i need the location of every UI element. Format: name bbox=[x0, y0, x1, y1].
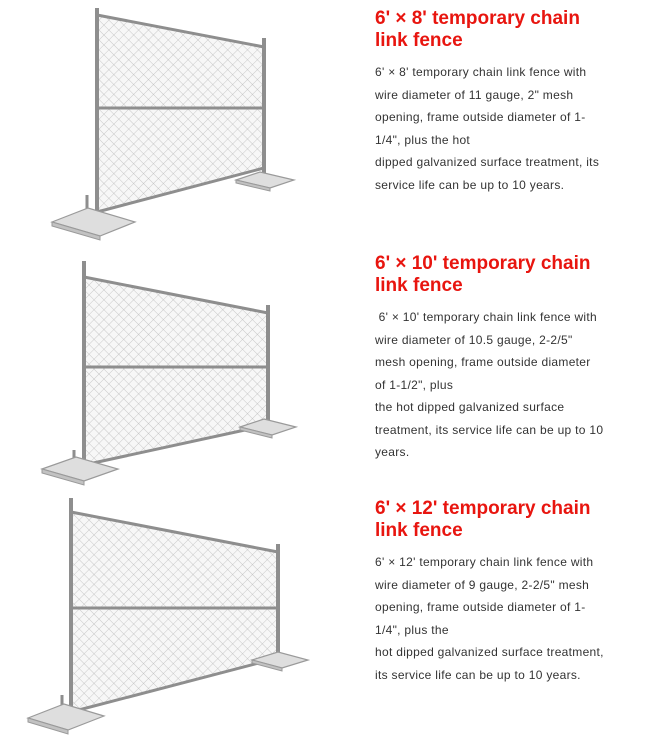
title-line: link fence bbox=[375, 520, 463, 541]
description-line: its service life can be up to 10 years. bbox=[375, 667, 581, 682]
description-line: 6' × 10' temporary chain link fence with bbox=[375, 310, 597, 324]
description-line: opening, frame outside diameter of 1- bbox=[375, 600, 586, 614]
product-title bbox=[375, 8, 645, 52]
description-line: 1/4", plus the bbox=[375, 622, 449, 637]
product-description bbox=[375, 306, 645, 464]
description-line: mesh opening, frame outside diameter bbox=[375, 355, 591, 369]
product-6x10 bbox=[0, 245, 669, 490]
description-line: wire diameter of 10.5 gauge, 2-2/5" bbox=[375, 332, 573, 347]
description-line: 1/4", plus the hot bbox=[375, 132, 471, 147]
description-line: treatment, its service life can be up to 10 bbox=[375, 422, 604, 437]
description-line: wire diameter of 11 gauge, 2" mesh bbox=[375, 87, 574, 102]
title-line: 6' × 10' temporary chain bbox=[375, 253, 591, 274]
title-line: 6' × 12' temporary chain bbox=[375, 498, 591, 519]
fence-panel-6x8-image bbox=[0, 0, 330, 245]
description-line: the hot dipped galvanized surface bbox=[375, 400, 565, 414]
product-description bbox=[375, 61, 645, 196]
product-6x8 bbox=[0, 0, 669, 245]
description-line: years. bbox=[375, 445, 410, 459]
title-line: link fence bbox=[375, 275, 463, 296]
title-line: 6' × 8' temporary chain bbox=[375, 8, 580, 29]
product-title bbox=[375, 253, 645, 297]
description-line: wire diameter of 9 gauge, 2-2/5" mesh bbox=[375, 577, 590, 592]
title-line: link fence bbox=[375, 30, 463, 51]
description-line: hot dipped galvanized surface treatment, bbox=[375, 645, 604, 659]
fence-panel-6x12-image bbox=[0, 490, 330, 736]
product-title bbox=[375, 498, 645, 542]
product-description bbox=[375, 551, 645, 686]
description-line: opening, frame outside diameter of 1- bbox=[375, 110, 586, 124]
description-line: 6' × 12' temporary chain link fence with bbox=[375, 555, 594, 569]
description-line: of 1-1/2", plus bbox=[375, 377, 454, 392]
description-line: service life can be up to 10 years. bbox=[375, 177, 565, 192]
description-line: dipped galvanized surface treatment, its bbox=[375, 155, 600, 169]
fence-panel-6x10-image bbox=[0, 245, 330, 490]
product-6x12 bbox=[0, 490, 669, 736]
description-line: 6' × 8' temporary chain link fence with bbox=[375, 65, 587, 79]
